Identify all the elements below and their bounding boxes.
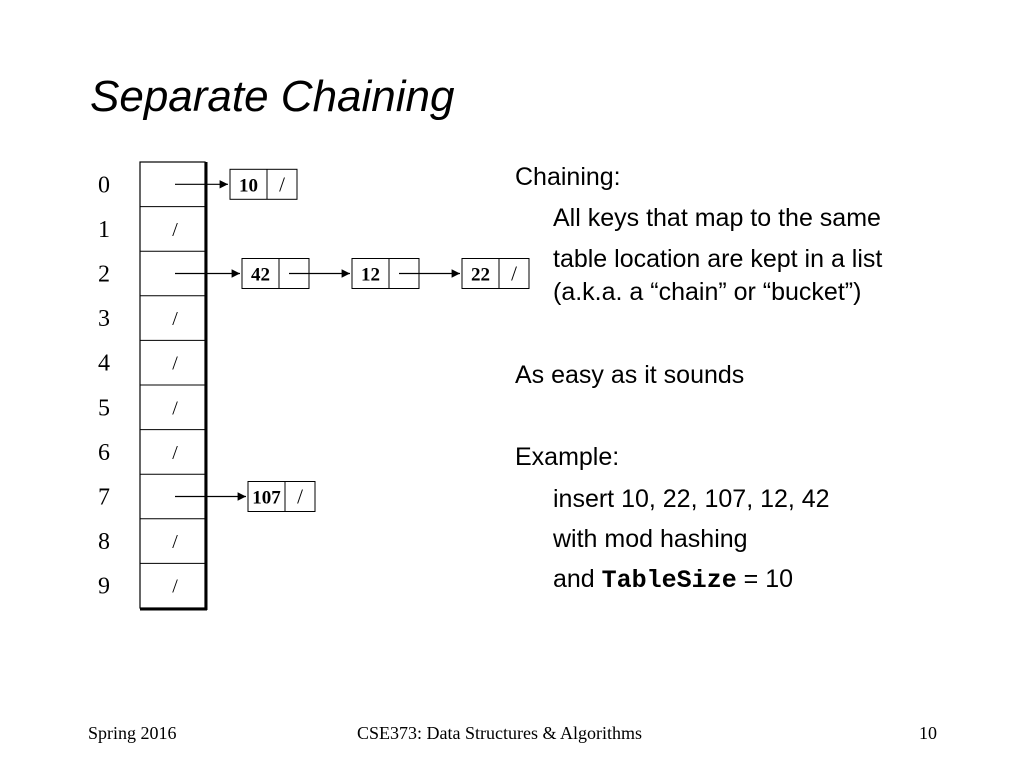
example-line-3-prefix: and: [553, 565, 602, 593]
chain-node-key: 107: [252, 487, 281, 509]
chain-node-key: 10: [239, 175, 258, 197]
bucket-index: 1: [98, 216, 110, 243]
chaining-heading: Chaining:: [515, 163, 621, 191]
chain-node-key: 22: [471, 264, 490, 286]
example-line-1: insert 10, 22, 107, 12, 42: [553, 485, 830, 513]
footer-course: CSE373: Data Structures & Algorithms: [357, 723, 642, 743]
null-pointer: /: [172, 575, 178, 598]
example-line-2: with mod hashing: [553, 525, 748, 553]
bucket-index: 6: [98, 439, 110, 466]
bucket-index: 7: [98, 484, 110, 511]
example-line-3: [553, 564, 793, 596]
example-line-3-suffix: = 10: [736, 565, 794, 593]
slide-title: Separate Chaining: [90, 72, 455, 121]
bucket-index: 5: [98, 395, 110, 422]
footer-page-number: 10: [919, 723, 937, 743]
bucket-index: 8: [98, 529, 110, 556]
bucket-index: 0: [98, 172, 110, 199]
null-pointer: /: [172, 397, 178, 420]
bucket-index: 3: [98, 306, 110, 333]
chain-end-null: /: [297, 484, 303, 509]
footer-term: Spring 2016: [88, 723, 177, 743]
chaining-desc-line-2: table location are kept in a list: [553, 245, 883, 273]
chain-node-key: 42: [251, 264, 270, 286]
chain-end-null: /: [279, 172, 285, 197]
chain-end-null: /: [511, 261, 517, 286]
chaining-desc-line-1: All keys that map to the same: [553, 204, 881, 232]
bucket-index: 9: [98, 573, 110, 600]
tablesize-code: TableSize: [601, 566, 737, 595]
bucket-index: 2: [98, 261, 110, 288]
null-pointer: /: [172, 441, 178, 464]
null-pointer: /: [172, 308, 178, 331]
null-pointer: /: [172, 352, 178, 375]
chain-node-key: 12: [361, 264, 380, 286]
null-pointer: /: [172, 531, 178, 554]
bucket-index: 4: [98, 350, 110, 377]
easy-statement: As easy as it sounds: [515, 361, 745, 389]
chaining-desc-line-3: (a.k.a. a “chain” or “bucket”): [553, 278, 862, 306]
example-heading: Example:: [515, 443, 620, 471]
null-pointer: /: [172, 218, 178, 241]
